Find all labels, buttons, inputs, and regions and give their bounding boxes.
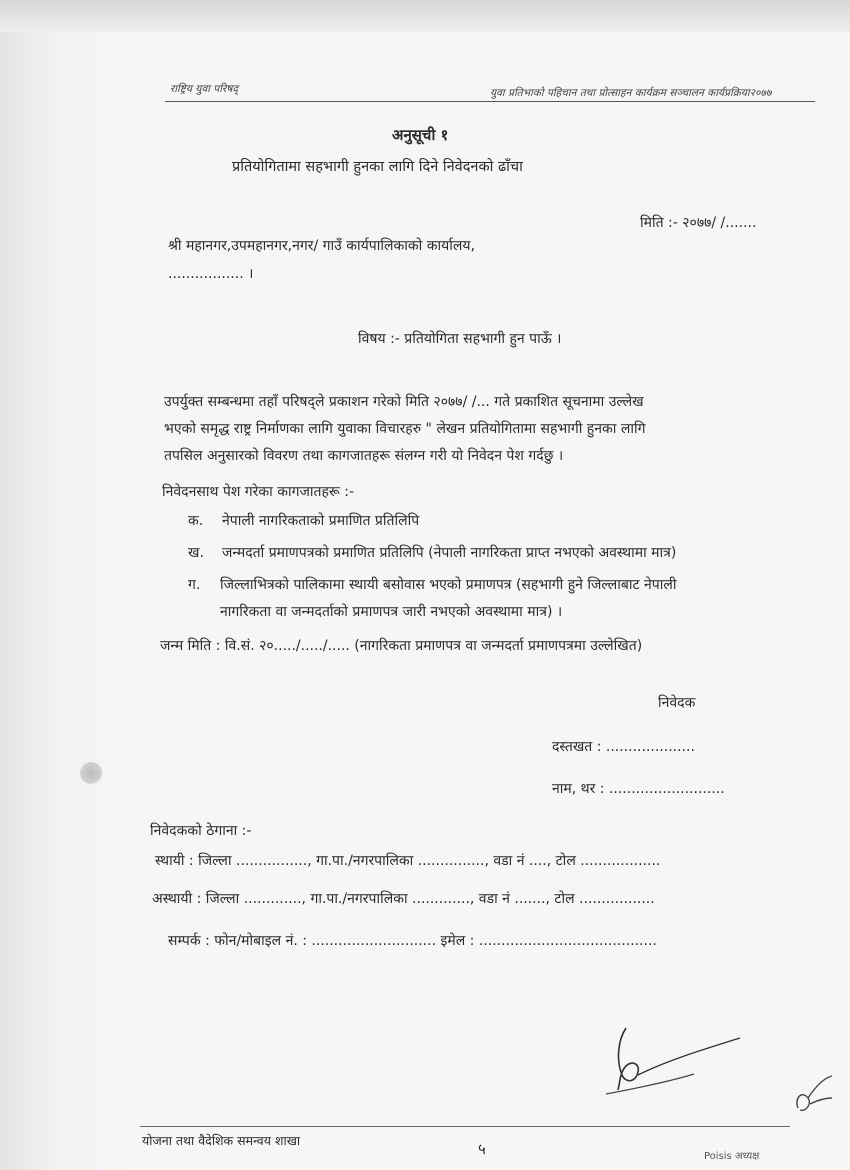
doc-item-2-label: ख. — [188, 545, 204, 561]
doc-item-1-label: क. — [188, 513, 204, 529]
documents-heading: निवेदनसाथ पेश गरेका कागजातहरू :- — [162, 484, 355, 500]
header-rule — [165, 101, 815, 102]
punch-hole — [80, 762, 102, 784]
form-subtitle: प्रतियोगितामा सहभागी हुनका लागि दिने निवेदनको ढाँचा — [232, 159, 523, 175]
body-line-2: भएको समृद्ध राष्ट्र निर्माणका लागि युवाका विचारहरु " लेखन प्रतियोगितामा सहभागी हुनका लागि — [164, 421, 646, 437]
footer-right: Poisis अध्यक्ष — [704, 1151, 760, 1162]
doc-item-3-label: ग. — [188, 577, 201, 593]
temporary-address-field: अस्थायी : जिल्ला ............., गा.पा./नगरपालिका ............., वडा नं ......., टोल ................. — [152, 891, 655, 907]
body-line-3: तपसिल अनुसारको विवरण तथा कागजातहरू संलग्न गरी यो निवेदन पेश गर्दछु । — [164, 448, 564, 464]
applicant-label: निवेदक — [658, 695, 696, 711]
subject-line: विषय :- प्रतियोगिता सहभागी हुन पाऊँ । — [358, 331, 562, 347]
page-number: ५ — [478, 1140, 486, 1158]
header-right: युवा प्रतिभाको पहिचान तथा प्रोत्साहन कार्यक्रम सञ्चालन कार्यप्रक्रिया२०७७ — [490, 87, 772, 99]
doc-item-3-text: जिल्लाभित्रको पालिकामा स्थायी बसोवास भएको प्रमाणपत्र (सहभागी हुने जिल्लाबाट नेपाली — [220, 577, 677, 593]
footer-rule — [140, 1126, 790, 1127]
date-line: मिति :- २०७७/ /....... — [640, 215, 757, 231]
schedule-title: अनुसूची १ — [392, 126, 449, 144]
doc-item-2-text: जन्मदर्ता प्रमाणपत्रको प्रमाणित प्रतिलिपि (नेपाली नागरिकता प्राप्त नभएको अवस्थामा मात्र) — [222, 545, 677, 561]
doc-item-3-text-cont: नागरिकता वा जन्मदर्ताको प्रमाणपत्र जारी नभएको अवस्थामा मात्र) । — [220, 604, 563, 620]
initials-mark — [788, 1068, 838, 1118]
footer-left: योजना तथा वैदेशिक समन्वय शाखा — [142, 1133, 301, 1148]
body-line-1: उपर्युक्त सम्बन्धमा तहाँ परिषद्ले प्रकाशन गरेको मिति २०७७/ /... गते प्रकाशित सूचनामा उल्लेख — [164, 394, 644, 410]
signature-field: दस्तखत : .................... — [552, 739, 695, 755]
permanent-address-field: स्थायी : जिल्ला ................, गा.पा./नगरपालिका ..............., वडा नं ...., टोल .................. — [155, 853, 661, 869]
addressee-line-1: श्री महानगर,उपमहानगर,नगर/ गाउँ कार्यपालिकाको कार्यालय, — [168, 238, 475, 254]
header-left: राष्ट्रिय युवा परिषद् — [170, 83, 238, 95]
scan-edge — [0, 0, 850, 32]
dob-line: जन्म मिति : वि.सं. २०...../...../..... (नागरिकता प्रमाणपत्र वा जन्मदर्ता प्रमाणपत्रमा उल्लेखित) — [160, 638, 643, 654]
handwritten-signature — [598, 1020, 758, 1100]
doc-item-1-text: नेपाली नागरिकताको प्रमाणित प्रतिलिपि — [222, 513, 420, 529]
name-field: नाम, थर : .......................... — [552, 781, 725, 797]
contact-field: सम्पर्क : फोन/मोबाइल नं. : ............................ इमेल : ........................................ — [168, 933, 657, 949]
address-heading: निवेदकको ठेगाना :- — [150, 823, 252, 839]
addressee-line-2: ................. । — [168, 266, 254, 282]
